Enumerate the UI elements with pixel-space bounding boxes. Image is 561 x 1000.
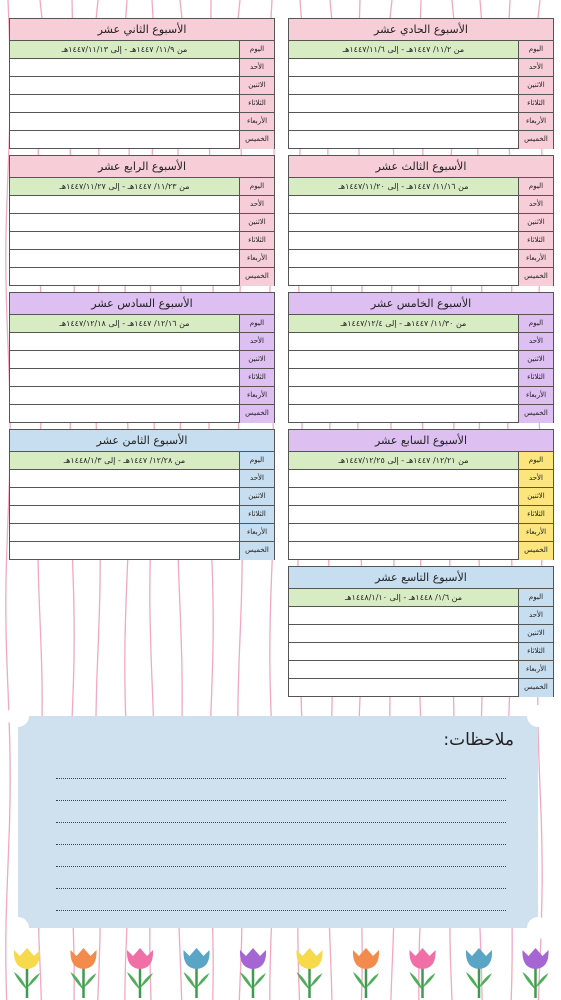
day-label: الاثنين xyxy=(239,77,274,94)
notes-corner xyxy=(7,705,29,727)
day-row xyxy=(10,268,274,286)
week-title: الأسبوع الحادي عشر xyxy=(289,19,553,41)
day-label: اليوم xyxy=(518,41,553,58)
day-row xyxy=(289,661,553,679)
week-range-row xyxy=(289,315,553,333)
day-row xyxy=(10,524,274,542)
entry-cell[interactable] xyxy=(10,131,239,149)
notes-corner xyxy=(527,917,549,939)
day-label: الاثنين xyxy=(518,77,553,94)
day-row xyxy=(289,387,553,405)
day-label: الاثنين xyxy=(239,214,274,231)
day-label: الخميس xyxy=(239,405,274,423)
day-label: الأربعاء xyxy=(518,113,553,130)
entry-cell[interactable] xyxy=(289,661,518,678)
entry-cell[interactable] xyxy=(10,405,239,423)
tulip-icon xyxy=(522,948,548,998)
day-label: الخميس xyxy=(518,131,553,149)
entry-cell[interactable] xyxy=(289,214,518,231)
entry-cell[interactable] xyxy=(289,679,518,697)
week-title: الأسبوع الثالث عشر xyxy=(289,156,553,178)
day-label: الأربعاء xyxy=(518,250,553,267)
week-title: الأسبوع التاسع عشر xyxy=(289,567,553,589)
tulip-icon xyxy=(183,948,209,998)
day-row xyxy=(289,369,553,387)
notes-line[interactable] xyxy=(56,866,506,867)
entry-cell[interactable] xyxy=(289,77,518,94)
day-label: اليوم xyxy=(239,41,274,58)
day-row xyxy=(289,625,553,643)
date-range-cell[interactable]: من ١١/٢/ ١٤٤٧هـ - إلى ١٤٤٧/١١/٦هـ xyxy=(289,41,518,58)
notes-title: ملاحظات: xyxy=(443,730,514,750)
date-range-cell[interactable]: من ١١/٢٣/ ١٤٤٧هـ - إلى ١٤٤٧/١١/٢٧هـ xyxy=(10,178,239,195)
day-row xyxy=(289,607,553,625)
day-label: الأربعاء xyxy=(239,387,274,404)
entry-cell[interactable] xyxy=(289,405,518,423)
entry-cell[interactable] xyxy=(10,232,239,249)
entry-cell[interactable] xyxy=(10,488,239,505)
week-title: الأسبوع الثامن عشر xyxy=(10,430,274,452)
entry-cell[interactable] xyxy=(10,524,239,541)
week-table xyxy=(9,429,275,560)
day-row xyxy=(10,214,274,232)
day-row xyxy=(289,59,553,77)
day-label: الاثنين xyxy=(518,351,553,368)
notes-line[interactable] xyxy=(56,844,506,845)
entry-cell[interactable] xyxy=(289,524,518,541)
entry-cell[interactable] xyxy=(289,488,518,505)
day-label: الأربعاء xyxy=(518,524,553,541)
week-title: الأسبوع الخامس عشر xyxy=(289,293,553,315)
day-row xyxy=(289,77,553,95)
day-row xyxy=(289,214,553,232)
notes-line[interactable] xyxy=(56,778,506,779)
day-label: الثلاثاء xyxy=(239,369,274,386)
date-range-cell[interactable]: من ١٢/٢٨/ ١٤٤٧هـ - إلى ١٤٤٨/١/٣هـ xyxy=(10,452,239,469)
week-table xyxy=(288,292,554,423)
entry-cell[interactable] xyxy=(10,333,239,350)
entry-cell[interactable] xyxy=(289,196,518,213)
day-label: الخميس xyxy=(518,679,553,697)
week-range-row xyxy=(289,452,553,470)
entry-cell[interactable] xyxy=(10,250,239,267)
tulip-icon xyxy=(353,948,379,998)
day-label: الثلاثاء xyxy=(518,232,553,249)
day-row xyxy=(10,59,274,77)
day-label: الثلاثاء xyxy=(239,232,274,249)
day-row xyxy=(289,333,553,351)
entry-cell[interactable] xyxy=(10,196,239,213)
day-row xyxy=(10,77,274,95)
week-table xyxy=(9,18,275,149)
day-row xyxy=(10,95,274,113)
day-row xyxy=(10,333,274,351)
day-label: الأربعاء xyxy=(239,113,274,130)
entry-cell[interactable] xyxy=(289,607,518,624)
day-row xyxy=(289,196,553,214)
day-label: الثلاثاء xyxy=(239,506,274,523)
entry-cell[interactable] xyxy=(10,214,239,231)
entry-cell[interactable] xyxy=(289,232,518,249)
day-label: اليوم xyxy=(518,315,553,332)
week-table xyxy=(288,18,554,149)
day-row xyxy=(289,470,553,488)
notes-line[interactable] xyxy=(56,822,506,823)
day-row xyxy=(289,351,553,369)
day-label: الخميس xyxy=(518,542,553,560)
day-label: الخميس xyxy=(239,542,274,560)
day-label: الخميس xyxy=(239,268,274,286)
day-label: الأحد xyxy=(518,59,553,76)
entry-cell[interactable] xyxy=(10,542,239,560)
entry-cell[interactable] xyxy=(10,113,239,130)
day-label: الأحد xyxy=(239,59,274,76)
entry-cell[interactable] xyxy=(289,131,518,149)
day-label: الأربعاء xyxy=(239,250,274,267)
day-label: اليوم xyxy=(518,589,553,606)
entry-cell[interactable] xyxy=(10,77,239,94)
day-row xyxy=(10,387,274,405)
entry-cell[interactable] xyxy=(10,506,239,523)
week-range-row xyxy=(289,178,553,196)
week-table xyxy=(9,292,275,423)
day-label: اليوم xyxy=(518,178,553,195)
tulip-icon xyxy=(409,948,435,998)
week-range-row xyxy=(10,452,274,470)
entry-cell[interactable] xyxy=(10,351,239,368)
day-row xyxy=(289,524,553,542)
notes-line[interactable] xyxy=(56,910,506,911)
day-label: اليوم xyxy=(239,315,274,332)
day-label: الخميس xyxy=(239,131,274,149)
day-row xyxy=(289,542,553,560)
week-range-row xyxy=(10,41,274,59)
day-row xyxy=(10,405,274,423)
tulip-icon xyxy=(296,948,322,998)
entry-cell[interactable] xyxy=(289,369,518,386)
day-label: الأحد xyxy=(518,607,553,624)
week-table xyxy=(288,155,554,286)
entry-cell[interactable] xyxy=(289,625,518,642)
day-row xyxy=(10,250,274,268)
notes-box xyxy=(18,716,538,928)
date-range-cell[interactable]: من ١١/١٦/ ١٤٤٧هـ - إلى ١٤٤٧/١١/٢٠هـ xyxy=(289,178,518,195)
day-label: الأحد xyxy=(239,333,274,350)
week-table xyxy=(288,566,554,697)
day-label: اليوم xyxy=(239,178,274,195)
day-row xyxy=(289,250,553,268)
day-label: الاثنين xyxy=(518,214,553,231)
day-label: الاثنين xyxy=(518,488,553,505)
day-label: الأحد xyxy=(239,470,274,487)
day-row xyxy=(10,488,274,506)
entry-cell[interactable] xyxy=(289,113,518,130)
day-label: الخميس xyxy=(518,268,553,286)
date-range-cell[interactable]: من ١٢/٢١/ ١٤٤٧هـ - إلى ١٤٤٧/١٢/٢٥هـ xyxy=(289,452,518,469)
notes-line[interactable] xyxy=(56,800,506,801)
entry-cell[interactable] xyxy=(10,369,239,386)
week-table xyxy=(288,429,554,560)
day-row xyxy=(289,506,553,524)
entry-cell[interactable] xyxy=(289,95,518,112)
entry-cell[interactable] xyxy=(10,95,239,112)
day-label: الأربعاء xyxy=(239,524,274,541)
entry-cell[interactable] xyxy=(10,268,239,286)
day-label: الثلاثاء xyxy=(239,95,274,112)
tulip-icon xyxy=(466,948,492,998)
day-label: الأحد xyxy=(518,196,553,213)
day-row xyxy=(10,351,274,369)
tulip-icon xyxy=(240,948,266,998)
date-range-cell[interactable]: من ١١/٣٠/ ١٤٤٧هـ - إلى ١٤٤٧/١٢/٤هـ xyxy=(289,315,518,332)
day-row xyxy=(10,131,274,149)
entry-cell[interactable] xyxy=(289,250,518,267)
entry-cell[interactable] xyxy=(289,470,518,487)
day-row xyxy=(289,95,553,113)
day-row xyxy=(289,488,553,506)
day-label: الثلاثاء xyxy=(518,369,553,386)
entry-cell[interactable] xyxy=(289,643,518,660)
day-label: الاثنين xyxy=(518,625,553,642)
day-row xyxy=(10,232,274,250)
entry-cell[interactable] xyxy=(289,59,518,76)
day-row xyxy=(289,113,553,131)
week-title: الأسبوع السادس عشر xyxy=(10,293,274,315)
day-row xyxy=(10,506,274,524)
entry-cell[interactable] xyxy=(289,506,518,523)
day-label: الثلاثاء xyxy=(518,643,553,660)
notes-corner xyxy=(7,917,29,939)
day-label: الثلاثاء xyxy=(518,506,553,523)
tulip-icon xyxy=(14,948,40,998)
day-label: الأحد xyxy=(518,470,553,487)
entry-cell[interactable] xyxy=(10,470,239,487)
day-row xyxy=(289,232,553,250)
day-row xyxy=(289,268,553,286)
date-range-cell[interactable]: من ١/٦/ ١٤٤٨هـ - إلى ١٤٤٨/١/١٠هـ xyxy=(289,589,518,606)
entry-cell[interactable] xyxy=(289,268,518,286)
day-row xyxy=(289,643,553,661)
day-label: الاثنين xyxy=(239,351,274,368)
day-row xyxy=(10,542,274,560)
entry-cell[interactable] xyxy=(10,387,239,404)
day-row xyxy=(289,405,553,423)
day-label: اليوم xyxy=(239,452,274,469)
entry-cell[interactable] xyxy=(289,542,518,560)
date-range-cell[interactable]: من ١١/٩/ ١٤٤٧هـ - إلى ١٤٤٧/١١/١٣هـ xyxy=(10,41,239,58)
day-row xyxy=(10,470,274,488)
day-label: الاثنين xyxy=(239,488,274,505)
entry-cell[interactable] xyxy=(289,351,518,368)
day-label: الثلاثاء xyxy=(518,95,553,112)
day-label: اليوم xyxy=(518,452,553,469)
week-title: الأسبوع السابع عشر xyxy=(289,430,553,452)
notes-corner xyxy=(527,705,549,727)
tulip-icon xyxy=(127,948,153,998)
week-title: الأسبوع الثاني عشر xyxy=(10,19,274,41)
week-range-row xyxy=(10,178,274,196)
day-label: الأحد xyxy=(518,333,553,350)
day-label: الخميس xyxy=(518,405,553,423)
day-row xyxy=(289,131,553,149)
week-title: الأسبوع الرابع عشر xyxy=(10,156,274,178)
entry-cell[interactable] xyxy=(289,387,518,404)
week-table xyxy=(9,155,275,286)
week-range-row xyxy=(289,41,553,59)
day-row xyxy=(289,679,553,697)
week-range-row xyxy=(10,315,274,333)
day-row xyxy=(10,196,274,214)
entry-cell[interactable] xyxy=(10,59,239,76)
day-row xyxy=(10,369,274,387)
day-label: الأحد xyxy=(239,196,274,213)
week-range-row xyxy=(289,589,553,607)
day-row xyxy=(10,113,274,131)
entry-cell[interactable] xyxy=(289,333,518,350)
date-range-cell[interactable]: من ١٢/١٦/ ١٤٤٧هـ - إلى ١٤٤٧/١٢/١٨هـ xyxy=(10,315,239,332)
day-label: الأربعاء xyxy=(518,661,553,678)
day-label: الأربعاء xyxy=(518,387,553,404)
notes-line[interactable] xyxy=(56,888,506,889)
tulip-icon xyxy=(70,948,96,998)
flower-border xyxy=(0,940,561,1000)
